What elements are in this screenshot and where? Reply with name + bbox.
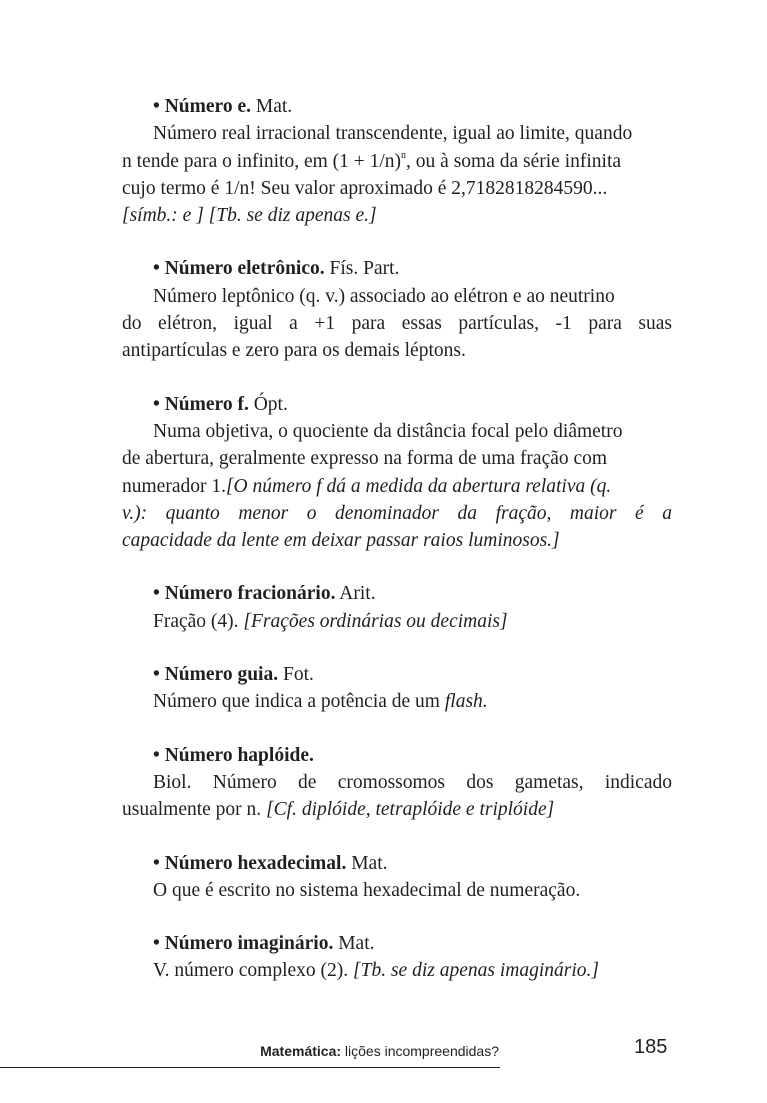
note-span: [Frações ordinárias ou decimais] — [243, 610, 508, 632]
entry-text-line — [122, 418, 672, 445]
entry-field: Fot. — [282, 664, 314, 686]
entry-numero-e — [122, 93, 672, 229]
entry-term: • Número fracionário. — [153, 583, 336, 605]
page-footer — [0, 1036, 767, 1080]
entry-text-line — [122, 957, 672, 984]
footer-divider — [0, 1067, 500, 1068]
note-span: flash. — [444, 691, 488, 713]
text-span: numerador 1. — [122, 475, 226, 497]
book-title — [260, 1043, 499, 1059]
entry-term: • Número imaginário. — [153, 933, 334, 955]
page-number: 185 — [634, 1036, 668, 1058]
text-span: de abertura, geralmente expresso na forma de uma fração com — [122, 448, 608, 470]
entry-text-line — [122, 473, 672, 500]
text-span: O que é escrito no sistema hexadecimal de numeração. — [153, 879, 581, 901]
text-span: n tende para o infinito, em (1 + 1/n) — [122, 150, 402, 172]
text-span: , ou à soma da série infinita — [406, 150, 622, 172]
entry-numero-f — [122, 391, 672, 555]
text-span: Número real irracional transcendente, igual ao limite, quando — [153, 123, 633, 145]
entry-note-line — [122, 527, 672, 554]
entry-numero-eletronico — [122, 255, 672, 364]
entry-text-line — [122, 608, 672, 635]
entry-text-line — [122, 445, 672, 472]
note-span: [Cf. diplóide, tetraplóide e triplóide] — [266, 799, 555, 821]
book-title-bold: Matemática: — [260, 1043, 342, 1059]
entry-numero-fracionario — [122, 580, 672, 635]
text-span: cujo termo é 1/n! Seu valor aproximado é 2,7182818284590... — [122, 177, 608, 199]
entry-field: Mat. — [351, 852, 388, 874]
glossary-entries — [122, 93, 672, 1011]
book-title-rest: lições incompreendidas? — [344, 1043, 499, 1059]
entry-heading — [122, 391, 672, 418]
entry-note-line — [122, 500, 672, 527]
superscript: n — [401, 149, 407, 161]
text-span: Fração (4). — [153, 610, 239, 632]
entry-text-line — [122, 120, 672, 147]
text-span: Numa objetiva, o quociente da distância focal pelo diâmetro — [153, 420, 623, 442]
entry-field: Arit. — [339, 583, 376, 605]
text-span: Número que indica a potência de um — [153, 691, 440, 713]
entry-heading — [122, 580, 672, 607]
entry-text-line — [122, 796, 672, 823]
entry-term: • Número guia. — [153, 664, 279, 686]
entry-text-line — [122, 310, 672, 337]
entry-heading — [122, 850, 672, 877]
entry-field: Ópt. — [253, 393, 288, 415]
note-span: v.): quanto menor o denominador da fração, maior é a — [122, 502, 672, 524]
entry-field: Mat. — [338, 933, 375, 955]
entry-heading — [122, 93, 672, 120]
entry-heading — [122, 255, 672, 282]
entry-text-line — [122, 688, 672, 715]
entry-field: Fís. Part. — [329, 258, 400, 280]
entry-text-line — [122, 148, 672, 175]
note-span: [Tb. se diz apenas imaginário.] — [353, 960, 599, 982]
entry-heading — [122, 930, 672, 957]
entry-text-line — [122, 337, 672, 364]
entry-text-line — [122, 877, 672, 904]
entry-numero-guia — [122, 661, 672, 716]
entry-note-line — [122, 202, 672, 229]
text-span: Biol. Número de cromossomos dos gametas, indicado — [153, 771, 672, 793]
text-span: do elétron, igual a +1 para essas partículas, -1 para suas — [122, 313, 672, 335]
entry-text-line — [122, 283, 672, 310]
entry-field: Mat. — [255, 96, 293, 117]
entry-term: • Número hexadecimal. — [153, 852, 347, 874]
text-span: usualmente por n. — [122, 799, 262, 821]
entry-term: • Número haplóide. — [153, 744, 314, 766]
text-span: V. número complexo (2). — [153, 960, 349, 982]
note-span: [símb.: e ] [Tb. se diz apenas e.] — [122, 205, 377, 227]
entry-term: • Número eletrônico. — [153, 258, 325, 280]
text-span: Número leptônico (q. v.) associado ao elétron e ao neutrino — [153, 285, 615, 307]
entry-term: • Número f. — [153, 393, 249, 415]
entry-text-line — [122, 769, 672, 796]
text-span: antipartículas e zero para os demais léptons. — [122, 340, 466, 362]
note-span: [O número f dá a medida da abertura relativa (q. — [225, 475, 612, 497]
entry-heading — [122, 661, 672, 688]
entry-numero-haploide — [122, 742, 672, 824]
entry-term: • Número e. — [153, 96, 251, 117]
note-span: capacidade da lente em deixar passar raios luminosos.] — [122, 530, 560, 552]
entry-text-line — [122, 175, 672, 202]
entry-numero-hexadecimal — [122, 850, 672, 905]
entry-numero-imaginario — [122, 930, 672, 985]
entry-heading — [122, 742, 672, 769]
